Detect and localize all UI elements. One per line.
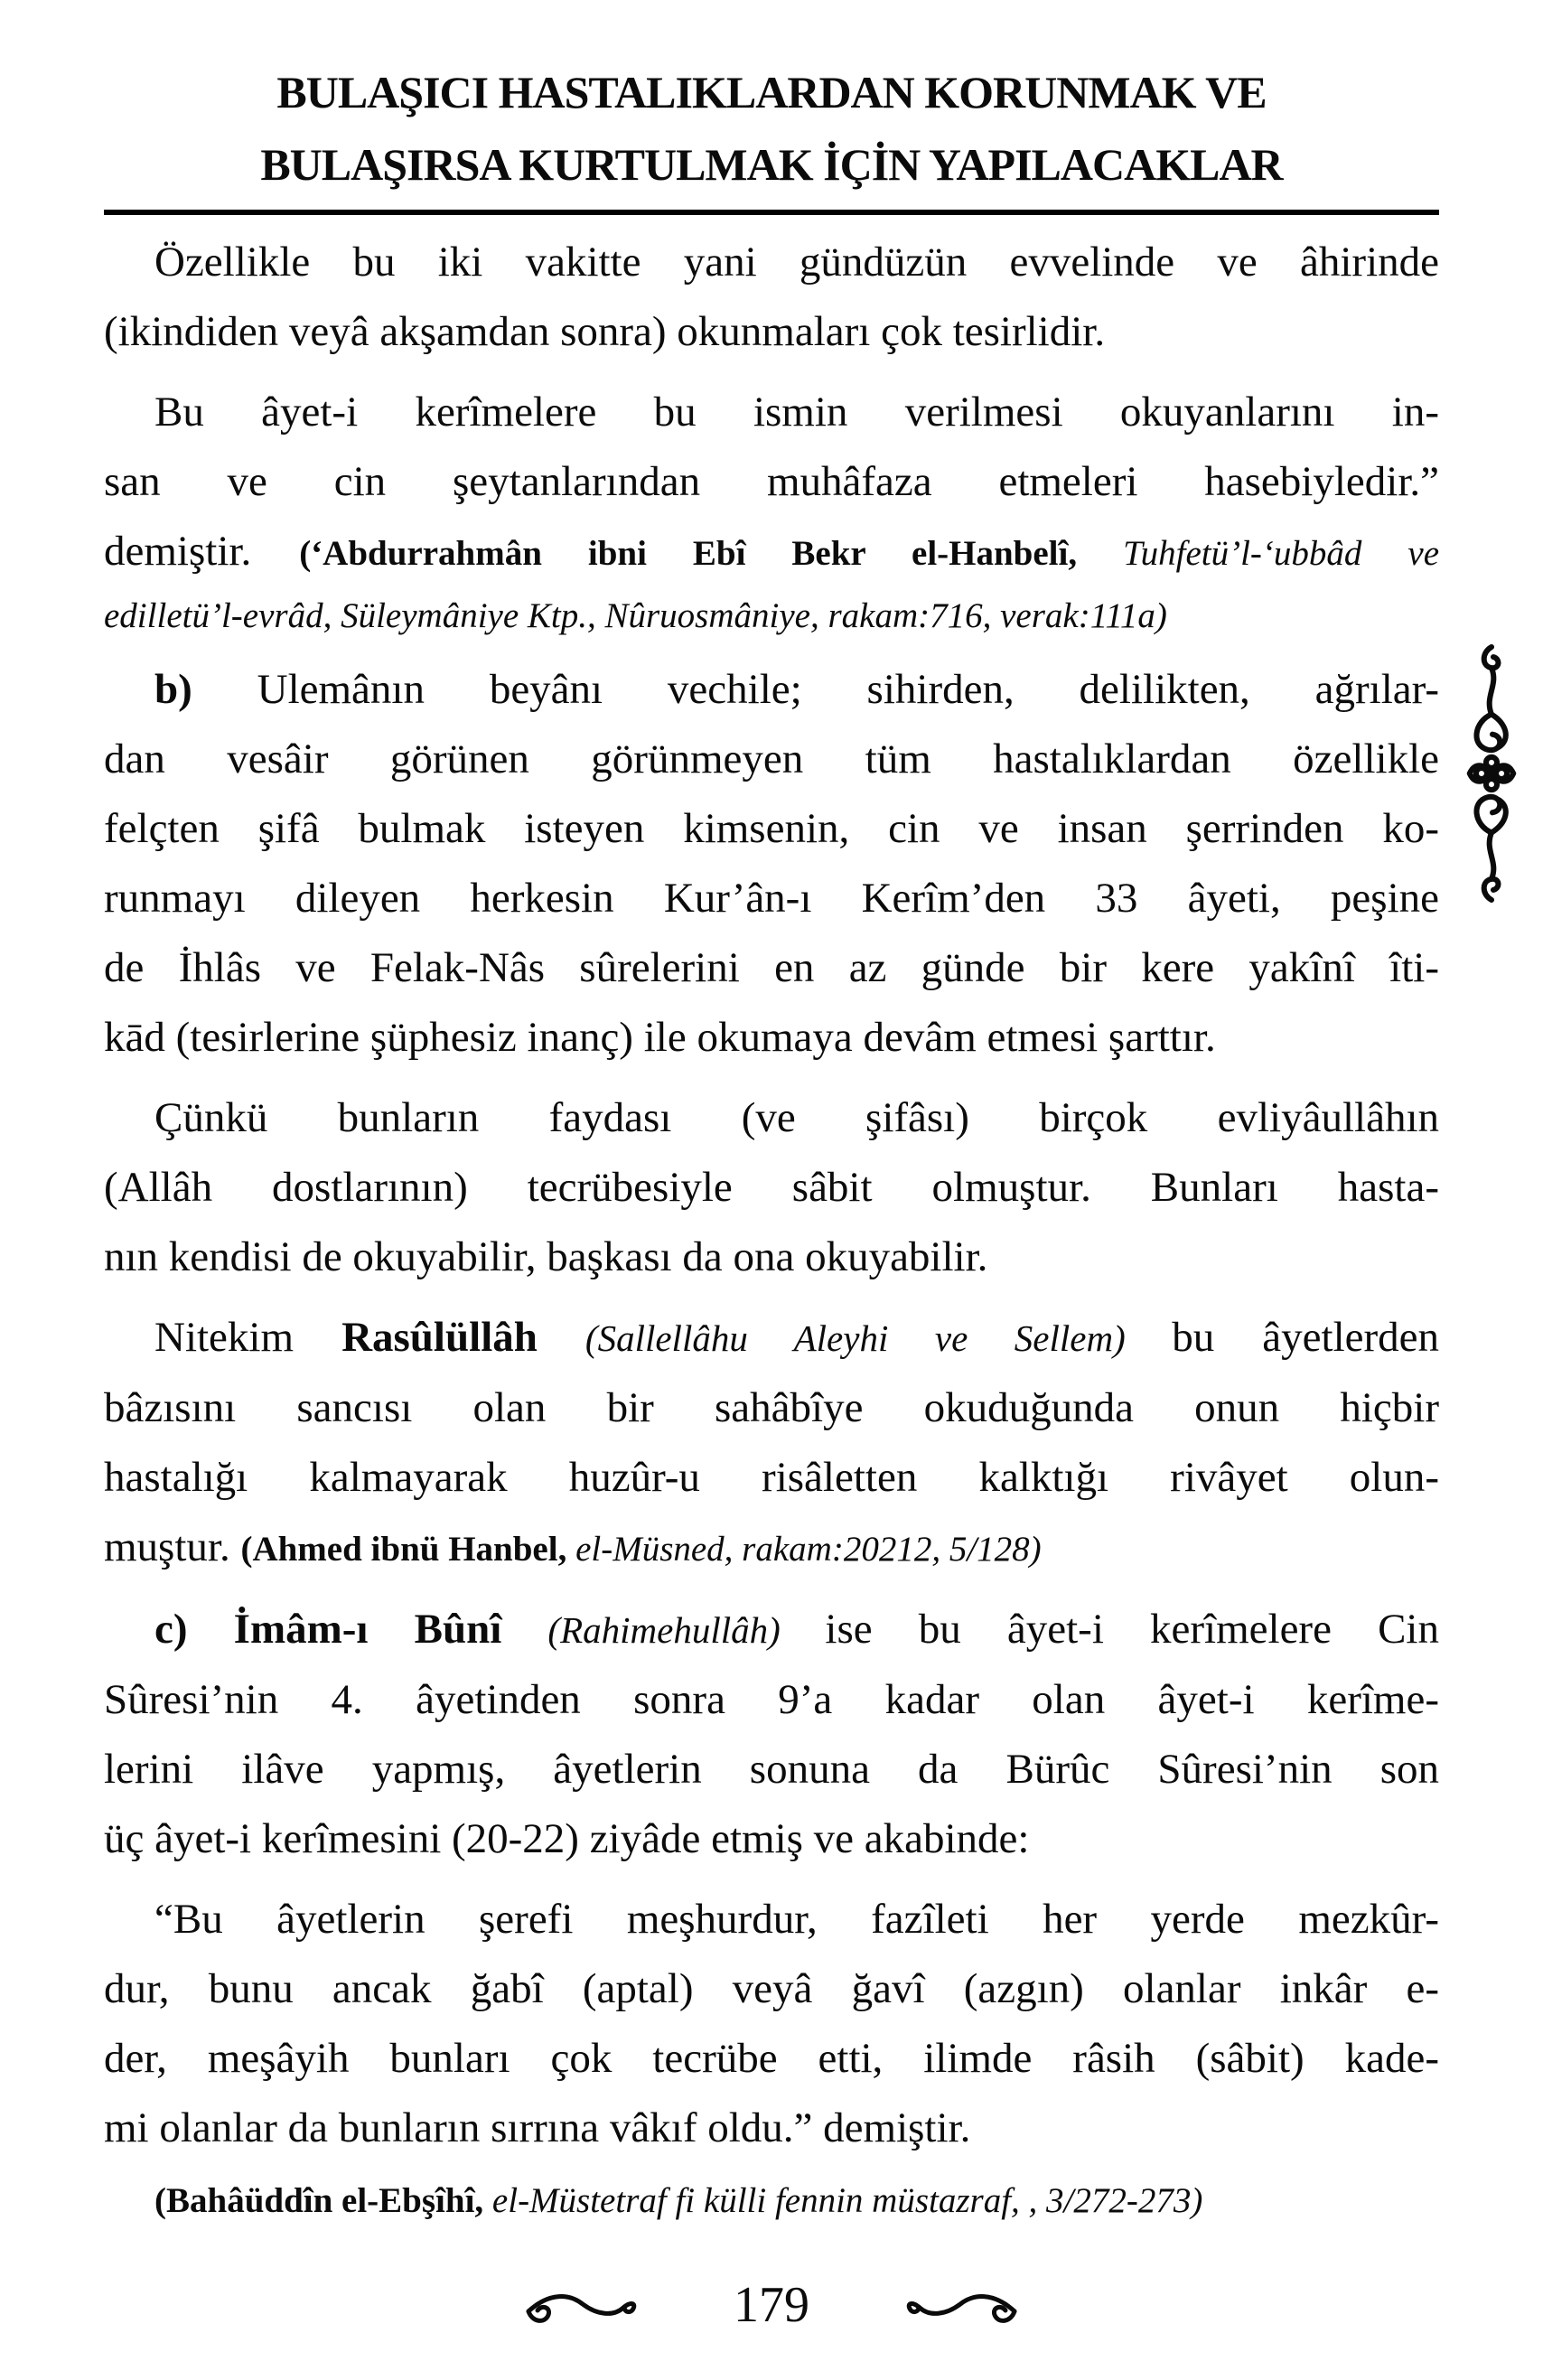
text-line: nın kendisi de okuyabilir, başkası da ona okuyabilir. <box>104 1233 988 1280</box>
citation-work: Tuhfetü’l-‘ubbâd ve <box>1123 534 1440 573</box>
body-text: demiştir. <box>104 528 300 575</box>
list-marker-b: b) <box>154 666 257 713</box>
text-line-with-citation <box>104 1513 1439 1584</box>
honorific-phrase: (Sallellâhu Aleyhi ve Sellem) <box>584 1317 1173 1359</box>
source-citation <box>104 2170 1439 2229</box>
citation-work: el-Müstetraf fi külli fennin müstazraf, , 3/272-273) <box>491 2181 1203 2220</box>
citation-work: edilletü’l-evrâd, Süleymâniye Ktp., Nûruosmâniye, rakam:716, verak:111a) <box>104 596 1167 635</box>
scroll-fleuron-ornament-icon <box>1464 642 1520 905</box>
text-line: kād (tesirlerine şüphesiz inanç) ile okumaya devâm etmesi şarttır. <box>104 1014 1216 1061</box>
text-line <box>104 1595 1439 1665</box>
text-line: felçten şifâ bulmak isteyen kimsenin, cin ve insan şerrinden ko- <box>104 805 1439 852</box>
title-line-2: BULAŞIRSA KURTULMAK İÇİN YAPILACAKLAR <box>260 139 1283 190</box>
text-line: Sûresi’nin 4. âyetinden sonra 9’a kadar olan âyet-i kerîme- <box>104 1676 1439 1723</box>
honorific-name: Rasûlüllâh <box>341 1314 585 1361</box>
text-line: Özellikle bu iki vakitte yani gündüzün evvelinde ve âhirinde <box>154 239 1439 286</box>
paragraph-6 <box>104 1595 1439 1874</box>
text-line: mi olanlar da bunların sırrına vâkıf oldu.” demiştir. <box>104 2104 971 2151</box>
citation-author: (Bahâüddîn el-Ebşîhî, <box>154 2181 492 2220</box>
page-number: 179 <box>734 2277 809 2333</box>
swash-flourish-left-icon <box>521 2281 639 2330</box>
paragraph-5 <box>104 1303 1439 1584</box>
citation-author: (Ahmed ibnü Hanbel, <box>240 1530 576 1569</box>
text-line: runmayı dileyen herkesin Kur’ân-ı Kerîm’den 33 âyeti, peşine <box>104 875 1439 922</box>
text-line: (Allâh dostlarının) tecrübesiyle sâbit olmuştur. Bunları hasta- <box>104 1164 1439 1211</box>
text-line: de İhlâs ve Felak-Nâs sûrelerini en az günde bir kere yakînî îti- <box>104 944 1439 991</box>
text-line: Bu âyet-i kerîmelere bu ismin verilmesi okuyanlarını in- <box>154 389 1439 436</box>
title-underline <box>104 210 1439 215</box>
text-line: Çünkü bunların faydası (ve şifâsı) birçok evliyâullâhın <box>154 1094 1439 1141</box>
paragraph-2 <box>104 378 1439 644</box>
page-footer <box>104 2272 1439 2338</box>
text-line <box>104 655 1439 725</box>
paragraph-3 <box>104 655 1439 1073</box>
text-line <box>104 1303 1439 1373</box>
page-title <box>104 56 1439 201</box>
swash-flourish-right-icon <box>904 2281 1022 2330</box>
text-line: dur, bunu ancak ğabî (aptal) veyâ ğavî (azgın) olanlar inkâr e- <box>104 1965 1439 2012</box>
body-text: Nitekim <box>154 1314 342 1361</box>
text-line-with-citation <box>104 517 1439 588</box>
body-text: bu âyetlerden <box>1172 1314 1440 1361</box>
citation-line <box>104 588 1439 644</box>
citation-line <box>104 2170 1439 2229</box>
text-line: san ve cin şeytanlarından muhâfaza etmeleri hasebiyledir.” <box>104 458 1439 505</box>
title-line-1: BULAŞICI HASTALIKLARDAN KORUNMAK VE <box>276 67 1267 117</box>
text-line: (ikindiden veyâ akşamdan sonra) okunmaları çok tesirlidir. <box>104 308 1106 355</box>
paragraph-4 <box>104 1083 1439 1292</box>
citation-work: el-Müsned, rakam:20212, 5/128) <box>575 1530 1042 1569</box>
text-line: “Bu âyetlerin şerefi meşhurdur, fazîleti her yerde mezkûr- <box>154 1896 1439 1943</box>
text-line: lerini ilâve yapmış, âyetlerin sonuna da Bürûc Sûresi’nin son <box>104 1746 1439 1793</box>
honorific-phrase: (Rahimehullâh) <box>547 1609 826 1651</box>
citation-author: (‘Abdurrahmân ibni Ebî Bekr el-Hanbelî, <box>299 534 1124 573</box>
body-text: Ulemânın beyânı vechile; sihirden, delilikten, ağrılar- <box>257 666 1439 713</box>
paragraph-7 <box>104 1885 1439 2163</box>
text-line: der, meşâyih bunları çok tecrübe etti, ilimde râsih (sâbit) kade- <box>104 2035 1439 2082</box>
text-line: üç âyet-i kerîmesini (20-22) ziyâde etmiş ve akabinde: <box>104 1815 1030 1862</box>
text-line: hastalığı kalmayarak huzûr-u risâletten kalktığı rivâyet olun- <box>104 1454 1439 1501</box>
paragraph-1 <box>104 228 1439 367</box>
body-text: ise bu âyet-i kerîmelere Cin <box>825 1606 1439 1653</box>
body-text: muştur. <box>104 1523 241 1570</box>
text-line: dan vesâir görünen görünmeyen tüm hastalıklardan özellikle <box>104 736 1439 782</box>
list-marker-c-and-name: c) İmâm-ı Bûnî <box>154 1606 548 1653</box>
text-line: bâzısını sancısı olan bir sahâbîye okuduğunda onun hiçbir <box>104 1384 1439 1431</box>
